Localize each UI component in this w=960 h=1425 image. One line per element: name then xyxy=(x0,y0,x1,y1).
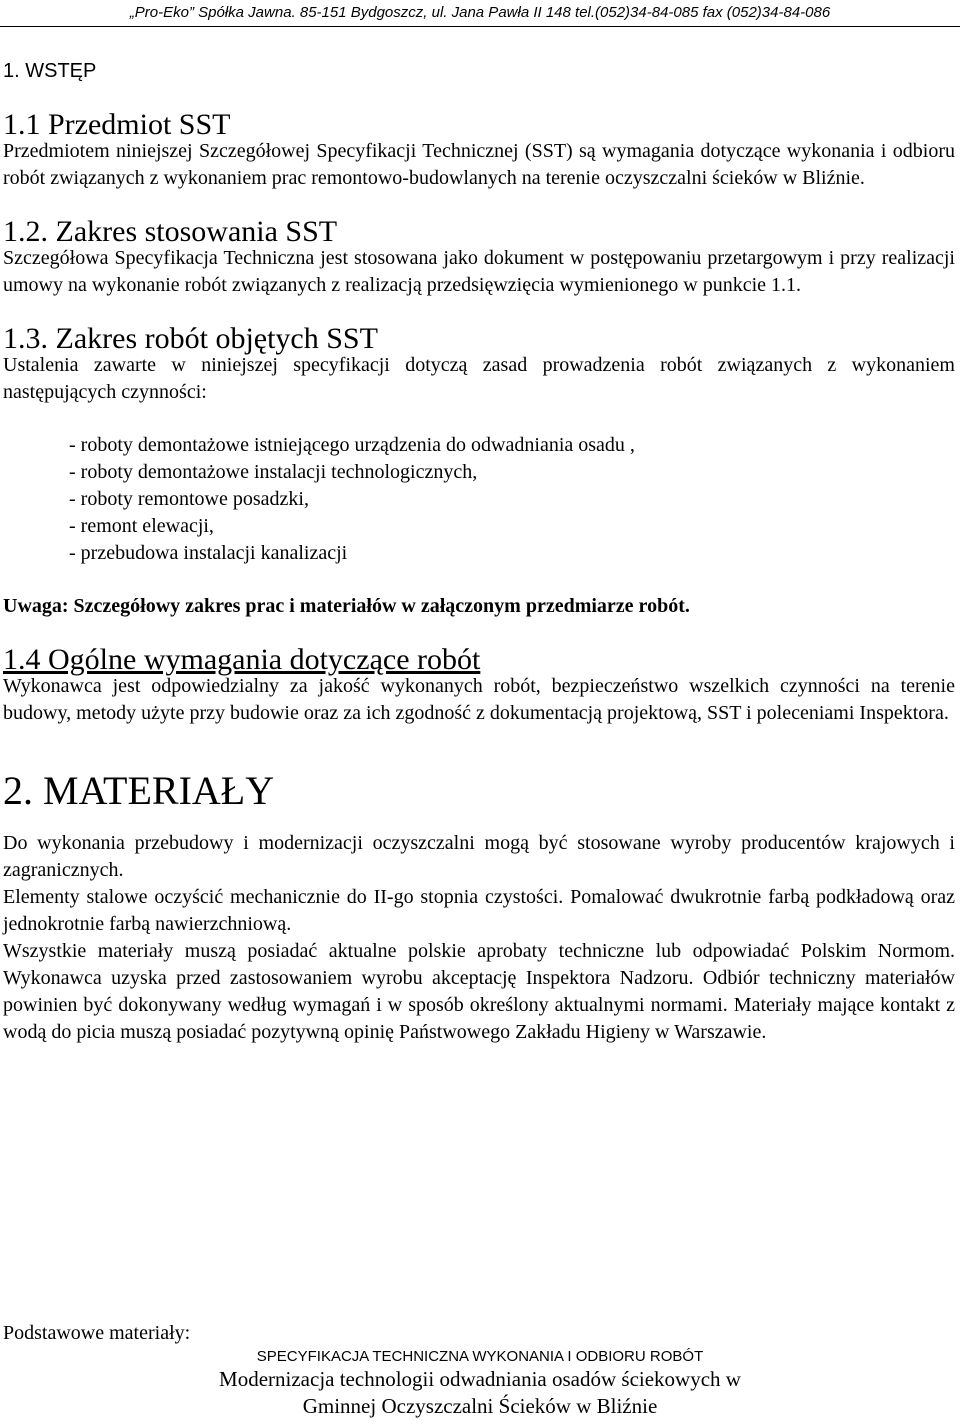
subsection-1-2-body: Szczegółowa Specyfikacja Techniczna jest stosowana jako dokument w postępowaniu przetargowym i przy realizacji umowy na wykonanie robót związanych z realizacją przedsięwzięcia wymienionego w punkcie 1.1. xyxy=(3,247,955,296)
subsection-1-2 xyxy=(3,215,955,299)
list-item: - przebudowa instalacji kanalizacji xyxy=(69,542,348,564)
list-item: - roboty demontażowe istniejącego urządzenia do odwadniania osadu , xyxy=(69,434,635,456)
materials-paragraph-3: Wszystkie materiały muszą posiadać aktualne polskie aprobaty techniczne lub odpowiadać Polskim Normom. Wykonawca uzyska przed zastosowaniem wyrobu akceptację Inspektora Nadzoru. Odbiór techniczny materiałów powinien być dokonywany według wymagań i w sposób określony aktualnymi normami. Materiały mające kontakt z wodą do picia muszą posiadać pozytywną opinię Państwowego Zakładu Higieny w Warszawie. xyxy=(3,940,955,1043)
list-item: - roboty demontażowe instalacji technologicznych, xyxy=(69,461,478,483)
base-materials-label: Podstawowe materiały: xyxy=(3,1322,191,1344)
subsection-1-1-body: Przedmiotem niniejszej Szczegółowej Specyfikacji Technicznej (SST) są wymagania dotyczące wykonania i odbioru robót związanych z wykonaniem prac remontowo-budowlanych na terenie oczyszczalni ścieków w Bliźnie. xyxy=(3,140,955,189)
document-body xyxy=(3,58,955,1046)
header-company-info: „Pro-Eko” Spółka Jawna. 85-151 Bydgoszcz, ul. Jana Pawła II 148 tel.(052)34-84-085 fax (052)34-84-086 xyxy=(129,4,831,21)
list-item: - remont elewacji, xyxy=(69,515,214,537)
footer-project-line-1: Modernizacja technologii odwadniania osadów ściekowych w xyxy=(219,1367,741,1391)
section-2-title: 2. MATERIAŁY xyxy=(3,768,275,813)
page-header xyxy=(0,4,960,27)
materials-paragraph-2: Elementy stalowe oczyścić mechanicznie do II-go stopnia czystości. Pomalować dwukrotnie farbą podkładową oraz jednokrotnie farbą nawierzchniową. xyxy=(3,886,955,935)
list-item: - roboty remontowe posadzki, xyxy=(69,488,309,510)
subsection-1-3 xyxy=(3,322,955,567)
subsection-1-2-title: 1.2. Zakres stosowania SST xyxy=(3,215,338,248)
subsection-1-4 xyxy=(3,643,955,727)
materials-paragraph-1: Do wykonania przebudowy i modernizacji oczyszczalni mogą być stosowane wyroby producentów krajowych i zagranicznych. xyxy=(3,832,955,881)
scope-note: Uwaga: Szczegółowy zakres prac i materiałów w załączonym przedmiarze robót. xyxy=(3,595,690,617)
subsection-1-3-body: Ustalenia zawarte w niniejszej specyfikacji dotyczą zasad prowadzenia robót związanych z wykonaniem następujących czynności: xyxy=(3,354,955,403)
subsection-1-1 xyxy=(3,108,955,192)
section-1-title: 1. WSTĘP xyxy=(3,60,97,82)
subsection-1-1-title: 1.1 Przedmiot SST xyxy=(3,108,231,141)
subsection-1-4-title: 1.4 Ogólne wymagania dotyczące robót xyxy=(3,643,481,676)
subsection-1-3-title: 1.3. Zakres robót objętych SST xyxy=(3,322,378,355)
works-list xyxy=(3,432,955,567)
footer-spec-title: SPECYFIKACJA TECHNICZNA WYKONANIA I ODBIORU ROBÓT xyxy=(256,1348,704,1365)
subsection-1-4-body: Wykonawca jest odpowiedzialny za jakość wykonanych robót, bezpieczeństwo wszelkich czynności na terenie budowy, metody użyte przy budowie oraz za ich zgodność z dokumentacją projektową, SST i poleceniami Inspektora. xyxy=(3,675,955,724)
footer-project-line-2: Gminnej Oczyszczalni Ścieków w Bliźnie xyxy=(302,1394,658,1418)
page-footer xyxy=(0,1348,960,1420)
